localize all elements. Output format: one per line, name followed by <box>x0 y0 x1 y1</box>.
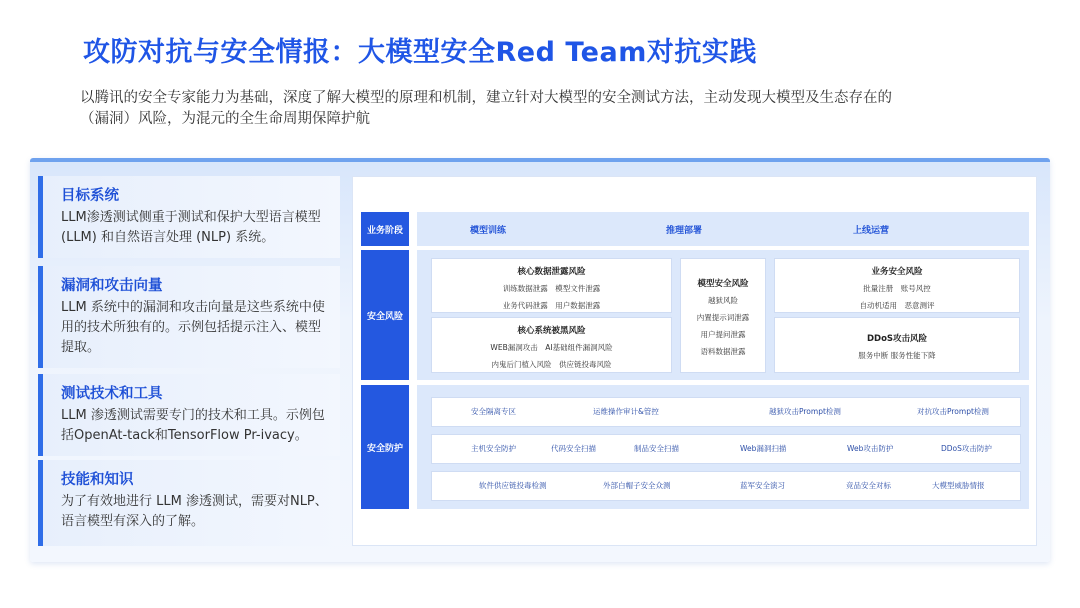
risk-title: 核心系统被黑风险 <box>517 326 586 336</box>
defense-item: 制品安全扫描 <box>634 444 679 453</box>
risk-line: 训练数据泄露 模型文件泄露 <box>502 284 601 293</box>
row-label-stage: 业务阶段 <box>361 212 409 246</box>
card-vulnerabilities <box>38 266 340 368</box>
risk-title: 核心数据泄露风险 <box>517 267 586 277</box>
risk-line: 自动机适用 恶意测评 <box>859 301 935 310</box>
risk-box-data-leak <box>431 258 672 313</box>
risk-title: 模型安全风险 <box>697 279 749 289</box>
defense-item: Web漏洞扫描 <box>740 444 787 453</box>
defense-item: 主机安全防护 <box>471 444 516 453</box>
stage-training: 模型训练 <box>470 226 507 236</box>
risk-box-system-hack <box>431 317 672 373</box>
defense-item: 软件供应链投毒检测 <box>479 481 547 490</box>
card-text: LLM 系统中的漏洞和攻击向量是这些系统中使用的技术所独有的。示例包括提示注入、模型提取。 <box>61 300 325 355</box>
defense-item: 外部白帽子安全众测 <box>603 481 671 490</box>
defense-item: 安全隔离专区 <box>471 407 516 416</box>
risk-line: 用户提问泄露 <box>700 330 746 339</box>
intro-line: 以腾讯的安全专家能力为基础，深度了解大模型的原理和机制，建立针对大模型的安全测试方法，主动发现大模型及生态存在的 <box>80 90 892 106</box>
risk-line: 内置提示词泄露 <box>696 313 750 322</box>
stage-deployment: 推理部署 <box>666 226 703 236</box>
card-text: LLM 渗透测试需要专门的技术和工具。示例包括OpenAt-tack和TensorFlow Pr-ivacy。 <box>61 408 325 443</box>
risk-title: DDoS攻击风险 <box>866 334 928 344</box>
risk-line: 内鬼后门植入风险 供应链投毒风险 <box>491 360 612 369</box>
defense-row-2 <box>431 434 1021 464</box>
row-label-risk: 安全风险 <box>361 250 409 380</box>
card-skills <box>38 460 340 546</box>
card-text: LLM渗透测试侧重于测试和保护大型语言模型 (LLM) 和自然语言处理 (NLP) 系统。 <box>61 210 321 245</box>
risk-box-business <box>774 258 1020 313</box>
stage-operations: 上线运营 <box>853 226 890 236</box>
risk-box-model <box>680 258 766 373</box>
risk-line: 批量注册 账号风控 <box>863 284 931 293</box>
card-tools <box>38 374 340 456</box>
defense-item: 对抗攻击Prompt检测 <box>917 407 989 416</box>
card-title: 测试技术和工具 <box>61 386 163 402</box>
risk-box-ddos <box>774 317 1020 373</box>
card-title: 漏洞和攻击向量 <box>61 278 163 294</box>
risk-line: 语料数据泄露 <box>700 347 746 356</box>
intro-text <box>80 88 1000 130</box>
page-title: 攻防对抗与安全情报：大模型安全Red Team对抗实践 <box>83 37 757 68</box>
defense-item: 代码安全扫描 <box>551 444 596 453</box>
risk-title: 业务安全风险 <box>871 267 923 277</box>
defense-item: Web攻击防护 <box>847 444 894 453</box>
stage-row-bg <box>417 212 1029 246</box>
risk-line: 服务中断 服务性能下降 <box>858 351 936 360</box>
defense-item: DDoS攻击防护 <box>941 444 992 453</box>
defense-item: 大模型威胁情报 <box>932 481 985 490</box>
risk-line: 越狱风险 <box>708 296 738 305</box>
defense-item: 越狱攻击Prompt检测 <box>769 407 841 416</box>
card-target-system <box>38 176 340 258</box>
card-text: 为了有效地进行 LLM 渗透测试，需要对NLP、语言模型有深入的了解。 <box>61 494 328 529</box>
card-title: 技能和知识 <box>61 472 134 488</box>
risk-line: WEB漏洞攻击 AI基础组件漏洞风险 <box>490 343 613 352</box>
defense-item: 运维操作审计&管控 <box>593 407 659 416</box>
card-title: 目标系统 <box>61 188 119 204</box>
risk-line: 业务代码泄露 用户数据泄露 <box>502 301 601 310</box>
intro-line: （漏洞）风险，为混元的全生命周期保障护航 <box>80 111 370 127</box>
row-label-defense: 安全防护 <box>361 385 409 509</box>
defense-item: 竞品安全对标 <box>846 481 891 490</box>
defense-item: 蓝军安全演习 <box>740 481 785 490</box>
